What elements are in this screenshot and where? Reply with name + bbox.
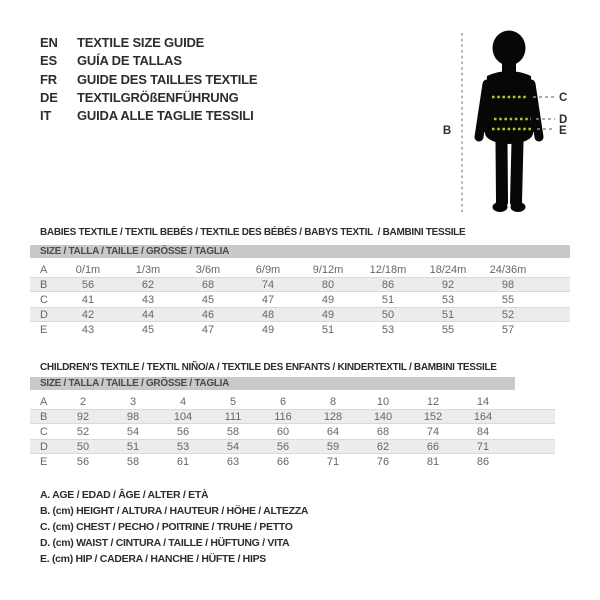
row-label: B (40, 278, 48, 291)
table-cell: 152 (423, 410, 443, 423)
table-row (30, 424, 555, 439)
language-title-text: GUÍA DE TALLAS (77, 53, 182, 69)
language-code: ES (40, 53, 57, 69)
table-cell: 92 (76, 410, 90, 423)
table-cell: 4 (179, 395, 187, 408)
table-cell: 55 (501, 293, 515, 306)
measurement-figure (430, 15, 600, 225)
table-cell: 47 (261, 293, 275, 306)
language-code: DE (40, 89, 58, 105)
table-cell: 45 (201, 293, 215, 306)
table-cell: 64 (326, 425, 340, 438)
row-label: A (40, 395, 48, 408)
table-cell: 55 (441, 323, 455, 336)
language-title-text: TEXTILGRÖßENFÜHRUNG (77, 89, 239, 105)
table-cell: 54 (226, 440, 240, 453)
hips-shape (485, 122, 533, 144)
table-row (30, 262, 570, 277)
right-foot-shape (511, 202, 526, 212)
table-cell: 92 (441, 278, 455, 291)
language-row (40, 108, 257, 126)
language-title-text: GUIDE DES TAILLES TEXTILE (77, 71, 258, 87)
table-cell: 14 (476, 395, 490, 408)
row-label: D (40, 440, 48, 453)
language-title-text: GUIDA ALLE TAGLIE TESSILI (77, 108, 254, 124)
table-cell: 53 (176, 440, 190, 453)
table-cell: 51 (126, 440, 140, 453)
table-row (30, 409, 555, 424)
table-cell: 68 (201, 278, 215, 291)
table-cell: 140 (373, 410, 393, 423)
babies-table-title: BABIES TEXTILE / TEXTIL BEBÉS / TEXTILE DES BÉBÉS / BABYS TEXTIL / BAMBINI TESSILE (40, 227, 466, 238)
table-cell: 98 (126, 410, 140, 423)
table-cell: 44 (141, 308, 155, 321)
hip-label: E (559, 125, 567, 137)
language-row (40, 35, 257, 53)
children-table-title: CHILDREN'S TEXTILE / TEXTIL NIÑO/A / TEXTILE DES ENFANTS / KINDERTEXTIL / BAMBINI TESSILE (40, 362, 497, 373)
left-leg-shape (502, 142, 503, 202)
table-cell: 49 (261, 323, 275, 336)
table-cell: 60 (276, 425, 290, 438)
table-cell: 86 (476, 455, 490, 468)
table-cell: 3 (129, 395, 137, 408)
table-cell: 50 (76, 440, 90, 453)
table-cell: 104 (173, 410, 193, 423)
neck-shape (502, 58, 516, 72)
table-cell: 71 (326, 455, 340, 468)
table-cell: 56 (276, 440, 290, 453)
table-cell: 54 (126, 425, 140, 438)
language-row (40, 53, 257, 71)
table-cell: 61 (176, 455, 190, 468)
babies-size-table (30, 245, 570, 337)
language-title-list (40, 35, 257, 126)
table-cell: 66 (426, 440, 440, 453)
table-cell: 1/3m (135, 263, 161, 276)
table-cell: 8 (329, 395, 337, 408)
table-cell: 53 (441, 293, 455, 306)
table-cell: 52 (501, 308, 515, 321)
left-foot-shape (493, 202, 508, 212)
language-code: IT (40, 108, 52, 124)
table-cell: 41 (81, 293, 95, 306)
row-label: C (40, 425, 48, 438)
table-cell: 111 (224, 410, 242, 423)
babies-table-rows (30, 262, 570, 337)
table-row (30, 439, 555, 454)
table-cell: 68 (376, 425, 390, 438)
table-cell: 47 (201, 323, 215, 336)
measurement-legend (40, 487, 308, 567)
table-cell: 46 (201, 308, 215, 321)
table-cell: 43 (141, 293, 155, 306)
table-cell: 116 (274, 410, 292, 423)
table-cell: 50 (381, 308, 395, 321)
legend-line: C. (cm) CHEST / PECHO / POITRINE / TRUHE / PETTO (40, 521, 293, 533)
language-row (40, 72, 257, 90)
table-cell: 98 (501, 278, 515, 291)
table-cell: 63 (226, 455, 240, 468)
table-cell: 58 (126, 455, 140, 468)
table-cell: 51 (381, 293, 395, 306)
table-cell: 62 (141, 278, 155, 291)
child-silhouette (479, 31, 539, 213)
legend-line: A. AGE / EDAD / ÂGE / ALTER / ETÀ (40, 489, 209, 501)
table-cell: 2 (79, 395, 87, 408)
table-cell: 164 (473, 410, 493, 423)
table-cell: 24/36m (489, 263, 527, 276)
table-cell: 49 (321, 293, 335, 306)
table-cell: 12/18m (369, 263, 407, 276)
table-cell: 6 (279, 395, 287, 408)
row-label: E (40, 323, 48, 336)
table-row (30, 322, 570, 337)
size-header-bar: SIZE / TALLA / TAILLE / GRÖSSE / TAGLIA (30, 245, 570, 258)
waist-label: D (559, 114, 568, 126)
table-cell: 128 (323, 410, 343, 423)
table-cell: 56 (76, 455, 90, 468)
table-cell: 42 (81, 308, 95, 321)
table-cell: 56 (176, 425, 190, 438)
table-cell: 0/1m (75, 263, 101, 276)
table-cell: 10 (376, 395, 390, 408)
table-cell: 48 (261, 308, 275, 321)
table-cell: 56 (81, 278, 95, 291)
table-cell: 74 (261, 278, 275, 291)
children-table-rows (30, 394, 555, 469)
row-label: A (40, 263, 48, 276)
table-cell: 76 (376, 455, 390, 468)
table-cell: 59 (326, 440, 340, 453)
table-cell: 84 (476, 425, 490, 438)
table-cell: 81 (426, 455, 440, 468)
chest-label: C (559, 92, 568, 104)
table-cell: 71 (476, 440, 490, 453)
table-cell: 53 (381, 323, 395, 336)
legend-line: B. (cm) HEIGHT / ALTURA / HAUTEUR / HÖHE / ALTEZZA (40, 505, 309, 517)
table-cell: 49 (321, 308, 335, 321)
child-silhouette-figure (430, 15, 600, 225)
table-row (30, 277, 570, 292)
table-cell: 6/9m (255, 263, 281, 276)
table-row (30, 394, 555, 409)
children-size-table (30, 377, 555, 469)
language-row (40, 90, 257, 108)
table-cell: 3/6m (195, 263, 221, 276)
table-cell: 57 (501, 323, 515, 336)
right-leg-shape (516, 142, 518, 202)
table-cell: 45 (141, 323, 155, 336)
row-label: D (40, 308, 48, 321)
table-row (30, 292, 570, 307)
table-cell: 51 (441, 308, 455, 321)
table-row (30, 454, 555, 469)
language-title-text: TEXTILE SIZE GUIDE (77, 35, 205, 50)
legend-line: E. (cm) HIP / CADERA / HANCHE / HÜFTE / HIPS (40, 553, 266, 565)
table-cell: 86 (381, 278, 395, 291)
table-cell: 43 (81, 323, 95, 336)
table-cell: 52 (76, 425, 90, 438)
table-cell: 74 (426, 425, 440, 438)
table-cell: 9/12m (312, 263, 344, 276)
height-label: B (442, 125, 452, 137)
table-cell: 12 (426, 395, 440, 408)
table-cell: 58 (226, 425, 240, 438)
language-code: EN (40, 35, 58, 50)
table-cell: 80 (321, 278, 335, 291)
language-code: FR (40, 71, 57, 87)
table-cell: 51 (321, 323, 335, 336)
table-cell: 5 (229, 395, 237, 408)
table-cell: 18/24m (429, 263, 467, 276)
table-cell: 66 (276, 455, 290, 468)
table-row (30, 307, 570, 322)
legend-line: D. (cm) WAIST / CINTURA / TAILLE / HÜFTUNG / VITA (40, 537, 290, 549)
size-header-bar: SIZE / TALLA / TAILLE / GRÖSSE / TAGLIA (30, 377, 515, 390)
table-cell: 62 (376, 440, 390, 453)
row-label: C (40, 293, 48, 306)
row-label: E (40, 455, 48, 468)
row-label: B (40, 410, 48, 423)
